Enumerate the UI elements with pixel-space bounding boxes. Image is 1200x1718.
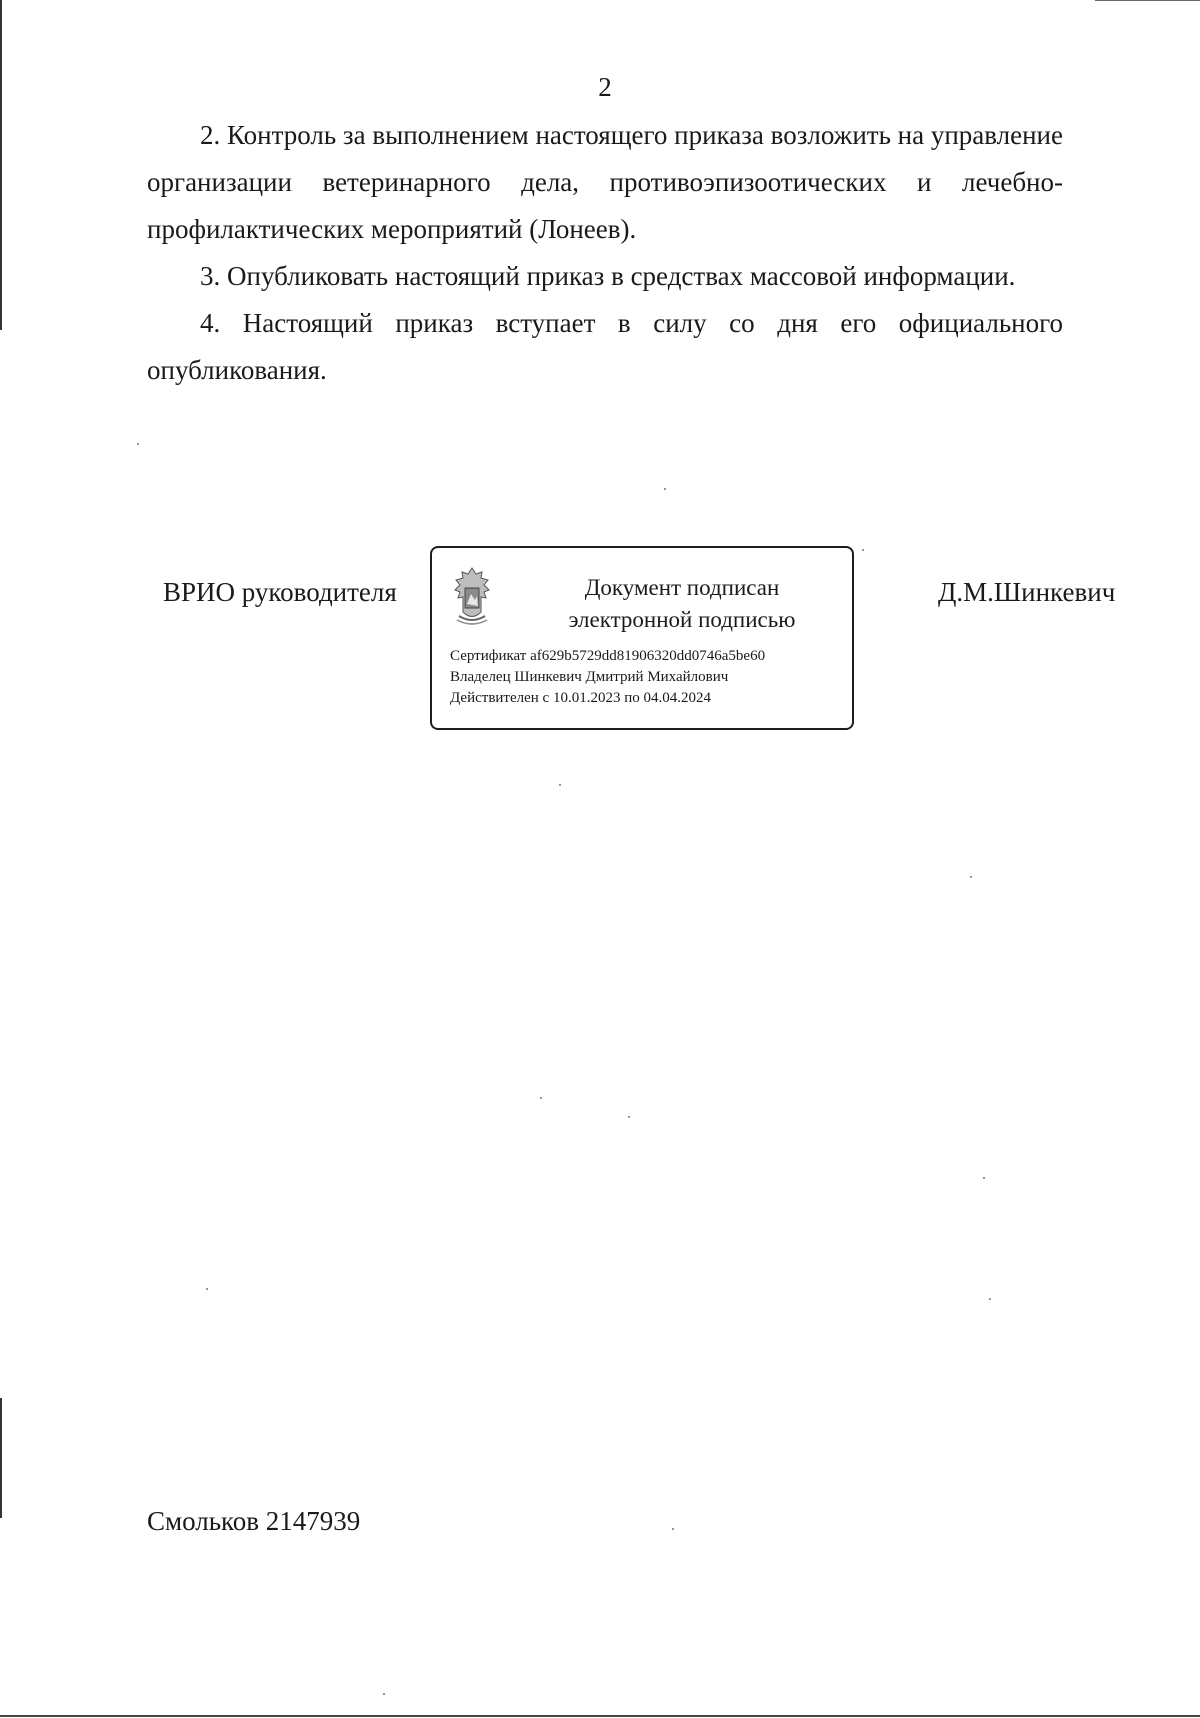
scan-speck (383, 1693, 385, 1695)
scan-edge-left (0, 0, 2, 330)
scan-speck (970, 876, 972, 878)
scan-speck (540, 1097, 542, 1099)
executor-note: Смольков 2147939 (147, 1506, 361, 1536)
scan-edge-left-lower (0, 1398, 2, 1518)
stamp-certificate: Сертификат af629b5729dd81906320dd0746a5be60 (450, 648, 766, 664)
electronic-signature-stamp (430, 546, 854, 730)
scan-speck (137, 443, 139, 445)
scan-edge-top (1095, 0, 1200, 1)
stamp-validity: Действителен с 10.01.2023 по 04.04.2024 (450, 690, 711, 706)
paragraph-control: 2. Контроль за выполнением настоящего приказа возложить на управление организации ветеринарного дела, противоэпизоотических и лечебно-профилактических мероприятий (Лонеев). (147, 120, 1063, 244)
scan-speck (862, 549, 864, 551)
scan-speck (672, 1528, 674, 1530)
stamp-title-line1: Документ подписан (584, 575, 780, 600)
scan-speck (664, 488, 666, 490)
stamp-owner: Владелец Шинкевич Дмитрий Михайлович (450, 669, 729, 685)
scan-edge-bottom (0, 1715, 1200, 1717)
paragraph-effective: 4. Настоящий приказ вступает в силу со дня его официального опубликования. (147, 308, 1063, 385)
stamp-title (522, 572, 842, 636)
stamp-title-line2: электронной подписью (568, 607, 796, 632)
signer-name: Д.М.Шинкевич (938, 577, 1116, 607)
coat-of-arms-icon (451, 566, 493, 626)
document-body (147, 112, 1063, 394)
stamp-details (450, 646, 765, 709)
scan-speck (206, 1288, 208, 1290)
page-number: 2 (598, 72, 612, 102)
scan-speck (628, 1116, 630, 1118)
scan-speck (559, 784, 561, 786)
scan-speck (983, 1177, 985, 1179)
paragraph-publish: 3. Опубликовать настоящий приказ в средствах массовой информации. (200, 261, 1016, 291)
scan-speck (989, 1298, 991, 1300)
signer-position: ВРИО руководителя (163, 577, 397, 607)
